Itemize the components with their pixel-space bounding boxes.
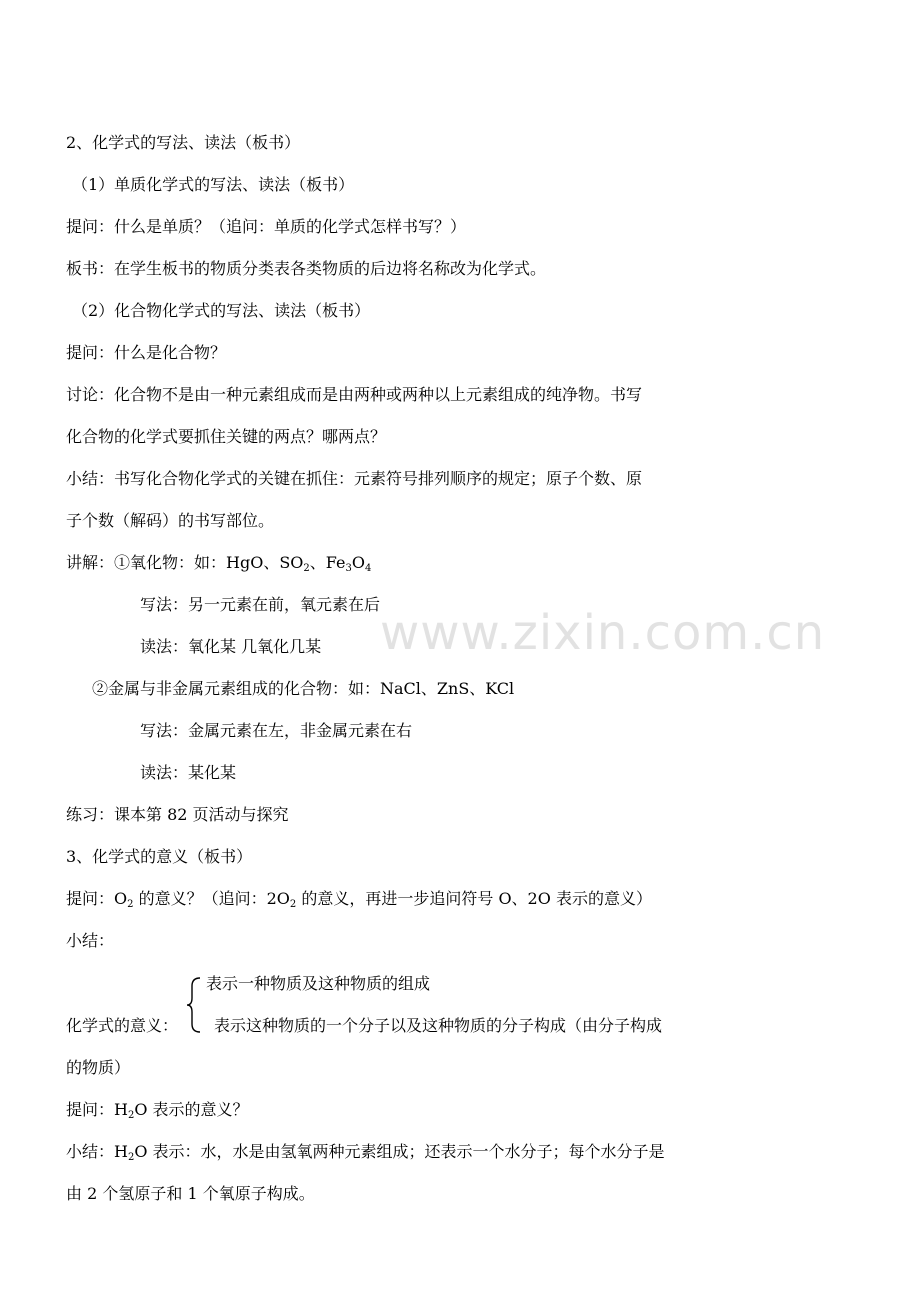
paragraph: 提问：什么是化合物？ bbox=[66, 343, 227, 362]
paragraph-question: 提问：$H_2O$ 表示的意义？ bbox=[66, 1100, 249, 1121]
paragraph: 小结：书写化合物化学式的关键在抓住：元素符号排列顺序的规定；原子个数、原 bbox=[66, 469, 643, 488]
curly-brace bbox=[186, 976, 202, 1034]
paragraph: 子个数（解码）的书写部位。 bbox=[66, 511, 275, 530]
paragraph: 读法：某化某 bbox=[140, 763, 237, 782]
paragraph: 提问：什么是单质？（追问：单质的化学式怎样书写？） bbox=[66, 217, 467, 236]
paragraph: 小结： bbox=[66, 931, 115, 950]
paragraph: 由 2 个氢原子和 1 个氧原子构成。 bbox=[66, 1184, 315, 1203]
paragraph: 写法：金属元素在左，非金属元素在右 bbox=[140, 721, 413, 740]
watermark: www.zixin.com.cn bbox=[380, 605, 826, 661]
paragraph: 讨论：化合物不是由一种元素组成而是由两种或两种以上元素组成的纯净物。书写 bbox=[66, 385, 643, 404]
paragraph-oxides: 讲解：①氧化物：如：HgO、$SO_2$、$Fe_3O_4$ bbox=[66, 553, 372, 574]
paragraph: 练习：课本第 82 页活动与探究 bbox=[66, 805, 289, 824]
paragraph: 板书：在学生板书的物质分类表各类物质的后边将名称改为化学式。 bbox=[66, 259, 547, 278]
paragraph: 化合物的化学式要抓住关键的两点？哪两点？ bbox=[66, 427, 387, 446]
paragraph: 读法：氧化某 几氧化几某 bbox=[140, 637, 322, 656]
subsection-heading-1: （1）单质化学式的写法、读法（板书） bbox=[72, 175, 355, 194]
brace-item: 表示一种物质及这种物质的组成 bbox=[206, 974, 431, 993]
paragraph-question: 提问：$O_2$ 的意义？（追问：$2O_2$ 的意义，再进一步追问符号 O、2O 表示的意义） bbox=[66, 889, 652, 910]
paragraph-meaning: 化学式的意义： bbox=[66, 1016, 179, 1035]
section-heading-3: 3、化学式的意义（板书） bbox=[66, 847, 253, 866]
section-heading-2: 2、化学式的写法、读法（板书） bbox=[66, 133, 301, 152]
paragraph: ②金属与非金属元素组成的化合物：如：NaCl、ZnS、KCl bbox=[92, 679, 515, 698]
subsection-heading-2: （2）化合物化学式的写法、读法（板书） bbox=[72, 301, 371, 320]
brace-item: 表示这种物质的一个分子以及这种物质的分子构成（由分子构成 bbox=[214, 1016, 663, 1035]
paragraph: 写法：另一元素在前，氧元素在后 bbox=[140, 595, 381, 614]
paragraph: 的物质） bbox=[66, 1058, 131, 1077]
paragraph-summary: 小结：$H_2O$ 表示：水，水是由氢氧两种元素组成；还表示一个水分子；每个水分子是 bbox=[66, 1142, 665, 1163]
